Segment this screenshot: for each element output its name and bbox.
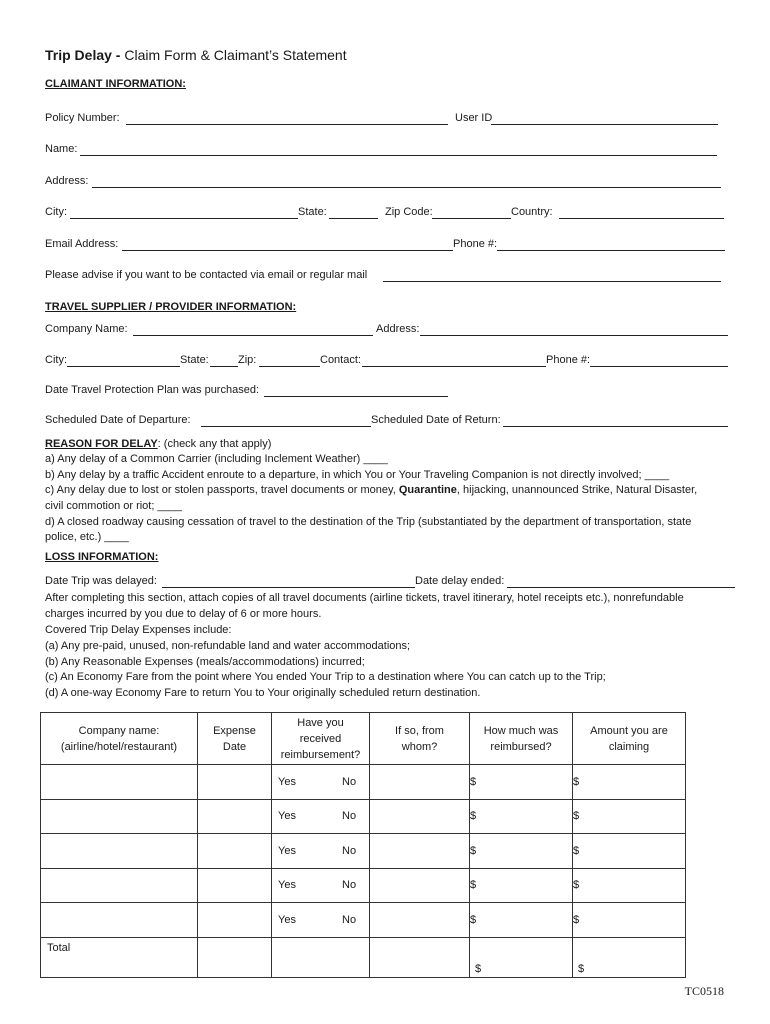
- date-delayed-label: Date Trip was delayed:: [45, 575, 157, 587]
- loss-instructions-cont: charges incurred by you due to delay of 6 or more hours.: [45, 608, 322, 620]
- claiming-amount-cell[interactable]: $: [573, 765, 686, 800]
- total-reimbursed-amount[interactable]: $: [470, 937, 573, 977]
- from-whom-cell[interactable]: [370, 868, 470, 903]
- total-label: Total: [41, 937, 198, 977]
- company-cell[interactable]: [41, 868, 198, 903]
- yes-option[interactable]: Yes: [278, 775, 296, 788]
- no-option[interactable]: No: [342, 913, 357, 926]
- expense-table: [40, 712, 686, 978]
- supplier-state-field[interactable]: [210, 366, 238, 367]
- form-title-rest: Claim Form & Claimant’s Statement: [120, 47, 347, 63]
- supplier-contact-field[interactable]: [362, 366, 546, 367]
- name-label: Name:: [45, 143, 78, 155]
- supplier-phone-label: Phone #:: [546, 354, 591, 366]
- total-expense-date-cell: [198, 937, 272, 977]
- supplier-contact-label: Contact:: [320, 354, 361, 366]
- loss-instructions: After completing this section, attach copies of all travel documents (airline tickets, travel itinerary, hotel receipts etc.), nonrefundable: [45, 592, 684, 604]
- company-cell[interactable]: [41, 834, 198, 869]
- yes-option[interactable]: Yes: [278, 913, 296, 926]
- table-row: [41, 868, 686, 903]
- reason-c-quarantine: Quarantine: [398, 484, 457, 496]
- company-name-label: Company Name:: [45, 323, 128, 335]
- return-date-field[interactable]: [503, 426, 728, 427]
- city-field[interactable]: [70, 218, 298, 219]
- purchase-date-field[interactable]: [264, 396, 448, 397]
- supplier-zip-field[interactable]: [259, 366, 320, 367]
- date-ended-field[interactable]: [507, 587, 735, 588]
- form-title: [45, 47, 347, 63]
- reason-c-cont: civil commotion or riot; ____: [45, 500, 182, 512]
- expense-date-cell[interactable]: [198, 868, 272, 903]
- from-whom-cell[interactable]: [370, 765, 470, 800]
- date-ended-label: Date delay ended:: [415, 575, 505, 587]
- claimant-phone-field[interactable]: [497, 250, 725, 251]
- user-id-field[interactable]: [491, 124, 718, 125]
- state-label: State:: [298, 206, 327, 218]
- expense-date-cell[interactable]: [198, 765, 272, 800]
- departure-date-label: Scheduled Date of Departure:: [45, 414, 191, 426]
- company-name-field[interactable]: [133, 335, 373, 336]
- expense-date-cell[interactable]: [198, 903, 272, 938]
- supplier-phone-field[interactable]: [590, 366, 728, 367]
- header-amount-claiming-text: Amount you are claiming: [590, 724, 668, 753]
- total-reimbursement-cell: [272, 937, 370, 977]
- reason-c-pre: c) Any delay due to lost or stolen passports, travel documents or money,: [45, 484, 399, 496]
- reason-b[interactable]: b) Any delay by a traffic Accident enroute to a departure, in which You or Your Traveling Companion is not directly involved; ____: [45, 469, 670, 481]
- header-reimbursed-text: Have you received reimbursement?: [280, 716, 361, 761]
- total-from-whom-cell: [370, 937, 470, 977]
- table-row: [41, 903, 686, 938]
- header-reimbursed: [272, 713, 370, 765]
- reason-heading-line: [45, 437, 271, 452]
- policy-number-label: Policy Number:: [45, 112, 120, 124]
- no-option[interactable]: No: [342, 879, 357, 892]
- claimant-phone-label: Phone #:: [453, 238, 498, 250]
- reimbursed-amount-cell[interactable]: $: [470, 799, 573, 834]
- contact-pref-label: Please advise if you want to be contacted via email or regular mail: [45, 269, 368, 281]
- yes-option[interactable]: Yes: [278, 810, 296, 823]
- purchase-date-label: Date Travel Protection Plan was purchased:: [45, 384, 260, 396]
- no-option[interactable]: No: [342, 775, 357, 788]
- reimbursed-amount-cell[interactable]: $: [470, 765, 573, 800]
- header-company-text: Company name: (airline/hotel/restaurant): [60, 724, 178, 753]
- reason-a[interactable]: a) Any delay of a Common Carrier (including Inclement Weather) ____: [45, 453, 388, 465]
- header-from-whom-text: If so, from whom?: [395, 724, 444, 753]
- reason-c-post: , hijacking, unannounced Strike, Natural Disaster,: [456, 484, 698, 496]
- header-expense-date-text: Expense Date: [213, 724, 256, 753]
- supplier-address-field[interactable]: [420, 335, 728, 336]
- company-cell[interactable]: [41, 799, 198, 834]
- supplier-city-field[interactable]: [67, 366, 180, 367]
- from-whom-cell[interactable]: [370, 799, 470, 834]
- claiming-amount-cell[interactable]: $: [573, 799, 686, 834]
- email-label: Email Address:: [45, 238, 119, 250]
- contact-pref-field[interactable]: [383, 281, 721, 282]
- supplier-address-label: Address:: [376, 323, 420, 335]
- reason-d[interactable]: d) A closed roadway causing cessation of travel to the destination of the Trip (substantiated by the department of transportation, state: [45, 516, 692, 528]
- expense-date-cell[interactable]: [198, 799, 272, 834]
- claiming-amount-cell[interactable]: $: [573, 903, 686, 938]
- header-amount-claiming: [573, 713, 686, 765]
- from-whom-cell[interactable]: [370, 834, 470, 869]
- table-row: [41, 834, 686, 869]
- form-code: TC0518: [684, 984, 724, 998]
- covered-expenses-heading: Covered Trip Delay Expenses include:: [45, 624, 232, 636]
- no-option[interactable]: No: [342, 810, 357, 823]
- address-field[interactable]: [92, 187, 721, 188]
- reimbursement-cell[interactable]: [272, 903, 370, 938]
- header-expense-date: [198, 713, 272, 765]
- covered-expense-d: (d) A one-way Economy Fare to return You to Your originally scheduled return destination.: [45, 687, 481, 699]
- expense-date-cell[interactable]: [198, 834, 272, 869]
- covered-expense-c: (c) An Economy Fare from the point where You ended Your Trip to a destination where You can catch up to the Trip;: [45, 671, 606, 683]
- claimant-heading: CLAIMANT INFORMATION:: [45, 78, 186, 90]
- table-body: [41, 765, 686, 978]
- claiming-amount-cell[interactable]: $: [573, 834, 686, 869]
- reason-heading-suffix: : (check any that apply): [157, 438, 272, 450]
- supplier-zip-label: Zip:: [238, 354, 257, 366]
- form-title-bold: Trip Delay -: [45, 47, 121, 63]
- header-from-whom: [370, 713, 470, 765]
- zip-field[interactable]: [432, 218, 511, 219]
- covered-expense-b: (b) Any Reasonable Expenses (meals/accommodations) incurred;: [45, 656, 365, 668]
- total-row: [41, 937, 686, 977]
- header-company: [41, 713, 198, 765]
- email-field[interactable]: [122, 250, 453, 251]
- country-label: Country:: [511, 206, 553, 218]
- loss-heading: LOSS INFORMATION:: [45, 551, 159, 563]
- reimbursement-cell[interactable]: [272, 765, 370, 800]
- reimbursed-amount-cell[interactable]: $: [470, 903, 573, 938]
- covered-expense-a: (a) Any pre-paid, unused, non-refundable land and water accommodations;: [45, 640, 411, 652]
- name-field[interactable]: [80, 155, 717, 156]
- reimbursed-amount-cell[interactable]: $: [470, 834, 573, 869]
- policy-number-field[interactable]: [126, 124, 448, 125]
- reimbursement-cell[interactable]: [272, 799, 370, 834]
- reimbursement-cell[interactable]: [272, 868, 370, 903]
- state-field[interactable]: [329, 218, 378, 219]
- reason-heading: REASON FOR DELAY: [45, 438, 158, 450]
- company-cell[interactable]: [41, 903, 198, 938]
- reimbursement-cell[interactable]: [272, 834, 370, 869]
- claiming-amount-cell[interactable]: $: [573, 868, 686, 903]
- table-row: [41, 765, 686, 800]
- no-option[interactable]: No: [342, 844, 357, 857]
- supplier-state-label: State:: [180, 354, 209, 366]
- yes-option[interactable]: Yes: [278, 844, 296, 857]
- header-amount-reimbursed: [470, 713, 573, 765]
- table-row: [41, 799, 686, 834]
- reimbursed-amount-cell[interactable]: $: [470, 868, 573, 903]
- reason-d-cont: police, etc.) ____: [45, 531, 129, 543]
- total-claiming-amount[interactable]: $: [573, 937, 686, 977]
- supplier-heading: TRAVEL SUPPLIER / PROVIDER INFORMATION:: [45, 301, 297, 313]
- supplier-city-label: City:: [45, 354, 67, 366]
- yes-option[interactable]: Yes: [278, 879, 296, 892]
- header-amount-reimbursed-text: How much was reimbursed?: [483, 724, 559, 753]
- reason-c[interactable]: [45, 483, 697, 498]
- date-delayed-field[interactable]: [162, 587, 415, 588]
- user-id-label: User ID: [455, 112, 493, 124]
- table-header-row: [41, 713, 686, 765]
- address-label: Address:: [45, 175, 89, 187]
- country-field[interactable]: [559, 218, 724, 219]
- company-cell[interactable]: [41, 765, 198, 800]
- return-date-label: Scheduled Date of Return:: [371, 414, 501, 426]
- from-whom-cell[interactable]: [370, 903, 470, 938]
- departure-date-field[interactable]: [201, 426, 371, 427]
- zip-label: Zip Code:: [385, 206, 433, 218]
- city-label: City:: [45, 206, 67, 218]
